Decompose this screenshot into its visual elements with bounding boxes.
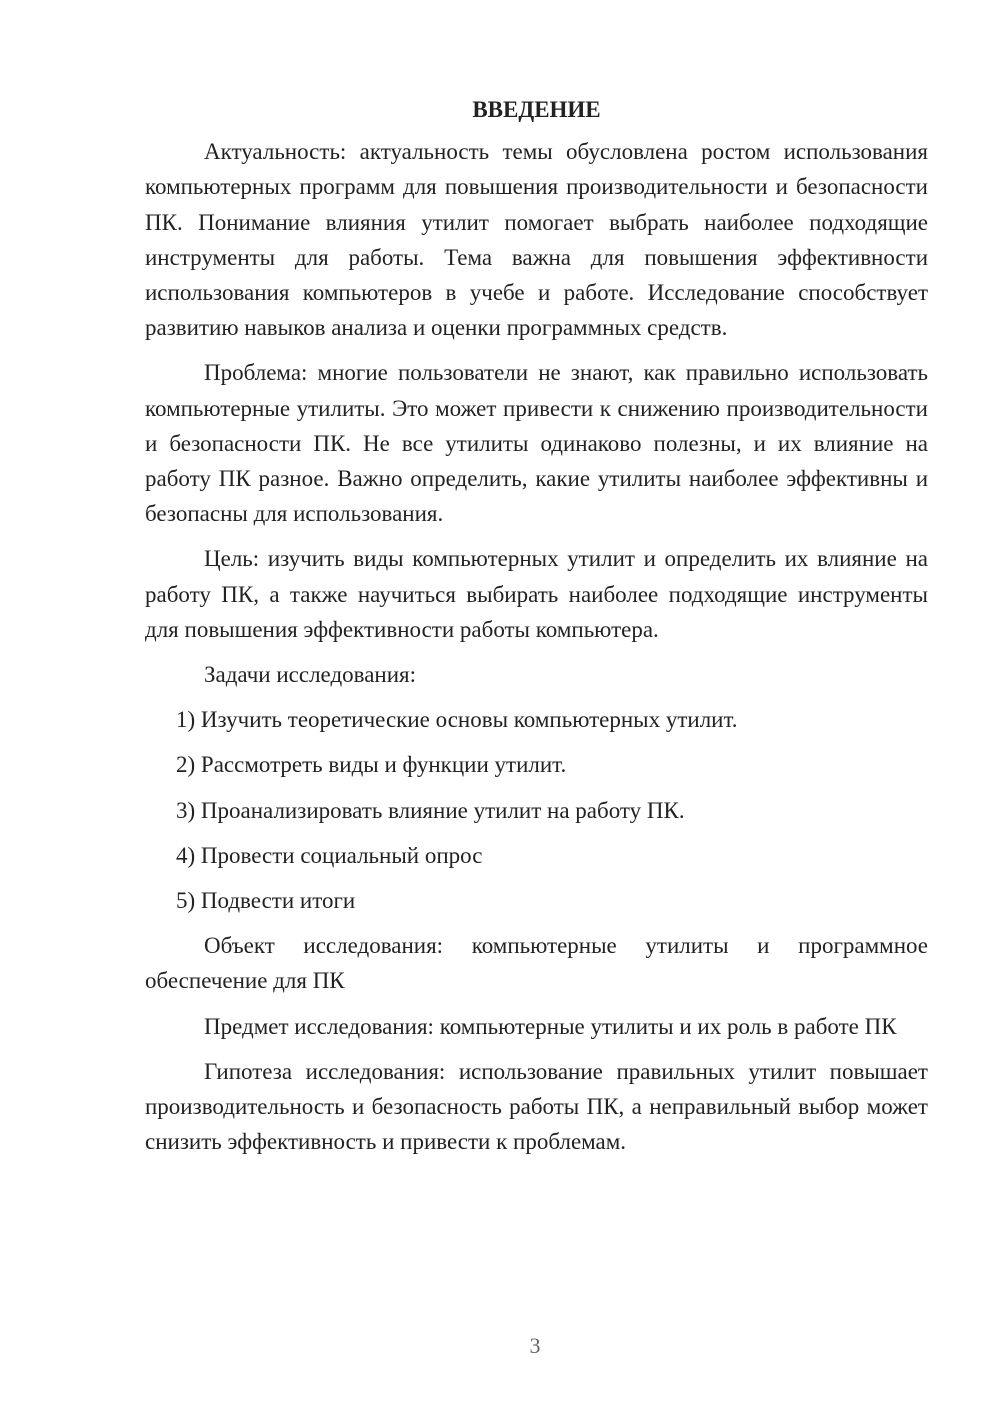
task-item: 2) Рассмотреть виды и функции утилит. — [176, 752, 567, 778]
goal-paragraph: Цель: изучить виды компьютерных утилит и определить их влияние на работу ПК, а также научиться выбирать наиболее подходящие инструменты для повышения эффективности работы компьютера. — [145, 546, 928, 642]
page-number: 3 — [529, 1333, 541, 1358]
task-item: 5) Подвести итоги — [176, 888, 356, 914]
task-list — [145, 702, 928, 918]
page-content — [145, 92, 928, 1169]
task-item: 1) Изучить теоретические основы компьютерных утилит. — [176, 707, 738, 733]
task-item: 3) Проанализировать влияние утилит на работу ПК. — [176, 797, 685, 823]
subject-paragraph: Предмет исследования: компьютерные утилиты и их роль в работе ПК — [204, 1013, 897, 1039]
object-paragraph: Объект исследования: компьютерные утилиты и программное обеспечение для ПК — [145, 933, 928, 994]
relevance-paragraph: Актуальность: актуальность темы обусловлена ростом использования компьютерных программ для повышения производительности и безопасности ПК. Понимание влияния утилит помогает выбрать наиболее подходящие инструменты для работы. Тема важна для повышения эффективности использования компьютеров в учебе и работе. Исследование способствует развитию навыков анализа и оценки программных средств. — [145, 139, 928, 341]
section-heading: ВВЕДЕНИЕ — [472, 97, 601, 122]
task-item: 4) Провести социальный опрос — [176, 842, 483, 868]
tasks-intro: Задачи исследования: — [204, 662, 417, 688]
hypothesis-paragraph: Гипотеза исследования: использование правильных утилит повышает производительность и безопасность работы ПК, а неправильный выбор может снизить эффективность и привести к проблемам. — [145, 1058, 928, 1155]
problem-paragraph: Проблема: многие пользователи не знают, как правильно использовать компьютерные утилиты. Это может привести к снижению производительности и безопасности ПК. Не все утилиты одинаково полезны, и их влияние на работу ПК разное. Важно определить, какие утилиты наиболее эффективны и безопасны для использования. — [145, 360, 928, 527]
